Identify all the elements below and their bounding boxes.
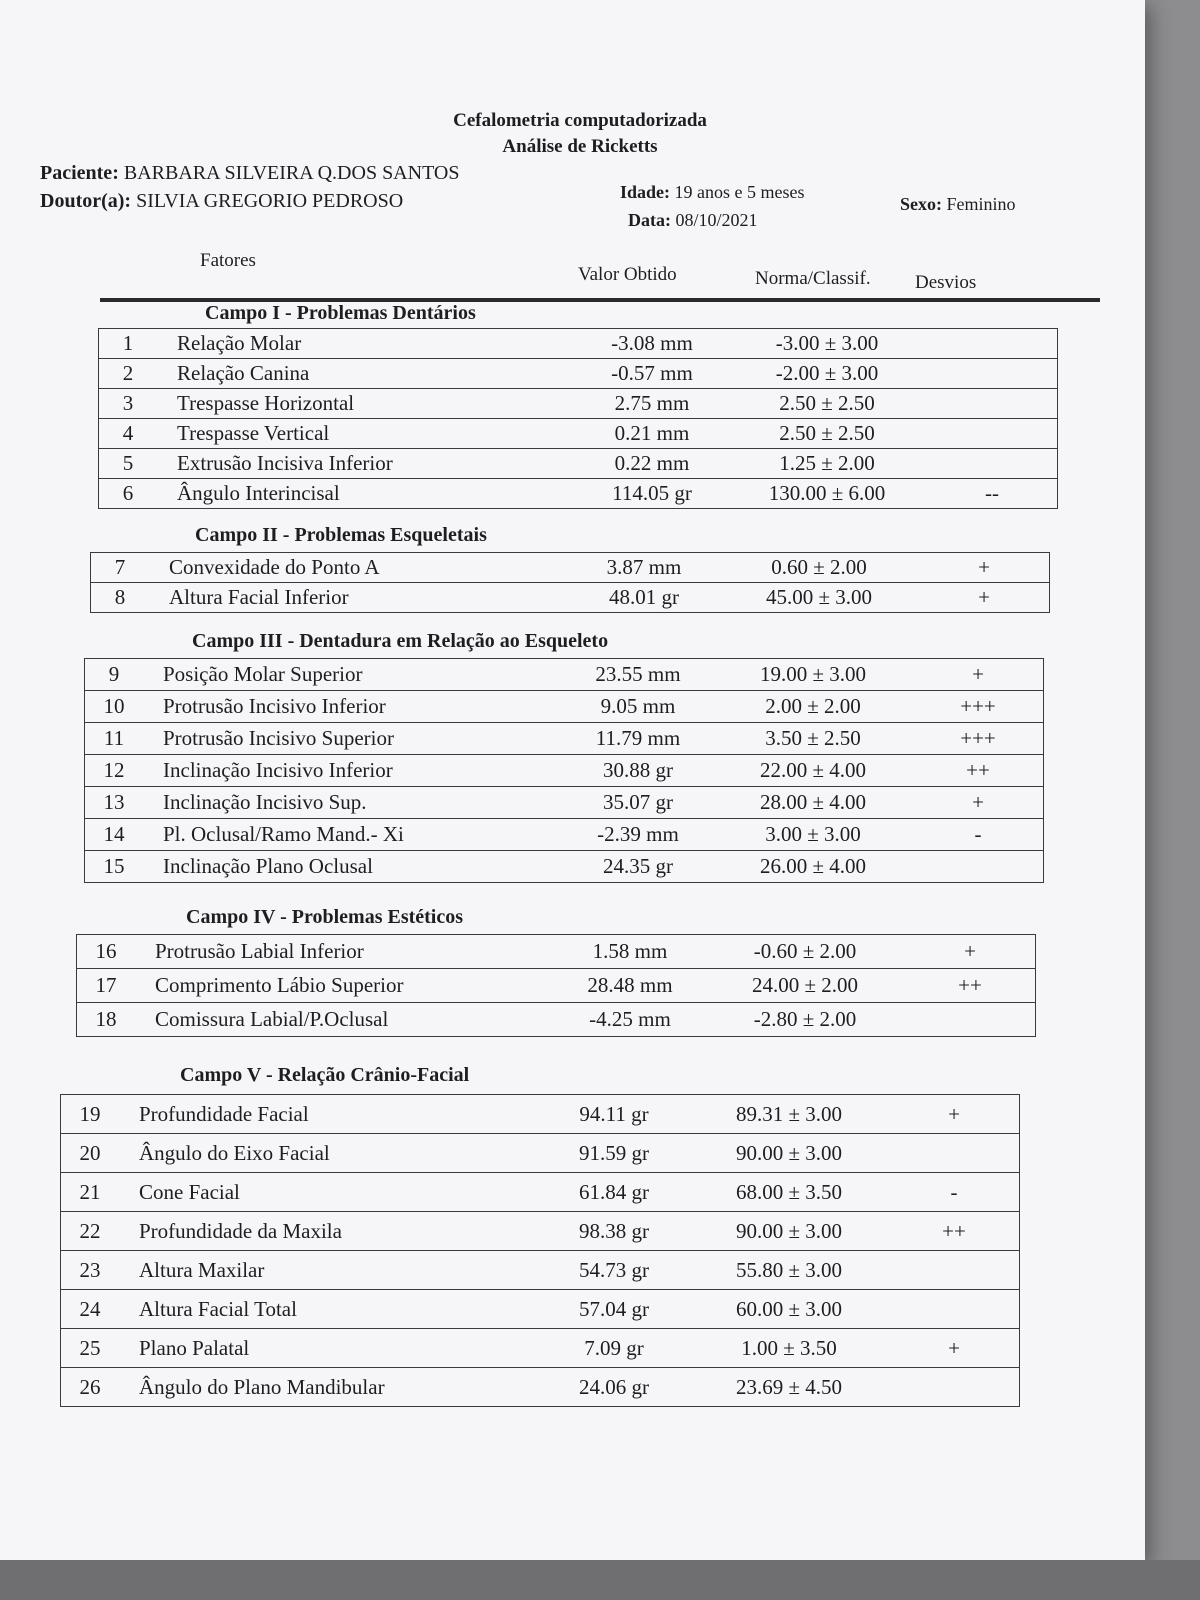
obtained-value: 24.06 gr (539, 1368, 689, 1407)
table-row (77, 969, 1036, 1003)
obtained-value: 114.05 gr (577, 479, 727, 509)
deviation: + (972, 662, 984, 686)
factor-name: Trespasse Vertical (157, 419, 577, 449)
deviation: + (948, 1101, 960, 1126)
table-row (99, 449, 1058, 479)
row-number: 26 (61, 1368, 120, 1407)
row-number: 14 (85, 819, 144, 851)
table-row (85, 691, 1044, 723)
norm-value: -2.00 ± 3.00 (727, 359, 927, 389)
doctor-name: SILVIA GREGORIO PEDROSO (136, 190, 404, 212)
deviation (889, 1251, 1020, 1290)
patient-name: BARBARA SILVEIRA Q.DOS SANTOS (123, 162, 460, 184)
factor-name: Relação Molar (177, 331, 302, 355)
table-row (61, 1134, 1020, 1173)
norm-value: 26.00 ± 4.00 (713, 851, 913, 883)
obtained-value: 61.84 gr (539, 1173, 689, 1212)
norm-value: -3.00 ± 3.00 (775, 331, 879, 355)
row-number: 11 (85, 723, 144, 755)
patient-label: Paciente: (40, 162, 119, 184)
factor-name: Inclinação Incisivo Sup. (143, 787, 563, 819)
deviation (927, 449, 1058, 479)
norm-value: 23.69 ± 4.50 (689, 1368, 889, 1407)
obtained-value: 54.73 gr (539, 1251, 689, 1290)
norm-value: 19.00 ± 3.00 (759, 662, 867, 686)
doctor-label: Doutor(a): (40, 190, 132, 212)
deviation (913, 851, 1044, 883)
col-fatores: Fatores (200, 250, 256, 271)
factor-name: Ângulo do Eixo Facial (119, 1134, 539, 1173)
sex-line (900, 194, 1016, 215)
factor-name: Profundidade da Maxila (119, 1212, 539, 1251)
obtained-value: 57.04 gr (539, 1290, 689, 1329)
deviation (905, 1003, 1036, 1037)
deviation: -- (927, 479, 1058, 509)
section-table (84, 658, 1044, 883)
norm-value: 89.31 ± 3.00 (735, 1101, 843, 1126)
norm-value: -0.60 ± 2.00 (753, 939, 857, 963)
obtained-value: 23.55 mm (595, 662, 681, 686)
factor-name: Ângulo Interincisal (157, 479, 577, 509)
row-number: 21 (61, 1173, 120, 1212)
section-title: Campo III - Dentadura em Relação ao Esqueleto (192, 630, 609, 652)
obtained-value: 0.21 mm (577, 419, 727, 449)
obtained-value: 24.35 gr (563, 851, 713, 883)
factor-name: Altura Maxilar (119, 1251, 539, 1290)
norm-value: 3.50 ± 2.50 (713, 723, 913, 755)
factor-name: Plano Palatal (119, 1329, 539, 1368)
obtained-value: 91.59 gr (539, 1134, 689, 1173)
norm-value: 90.00 ± 3.00 (689, 1212, 889, 1251)
obtained-value: 11.79 mm (563, 723, 713, 755)
factor-name: Protrusão Incisivo Inferior (143, 691, 563, 723)
row-number: 19 (79, 1101, 101, 1126)
row-number: 25 (61, 1329, 120, 1368)
age-line (620, 182, 805, 203)
deviation: ++ (905, 969, 1036, 1003)
row-number: 23 (61, 1251, 120, 1290)
factor-name: Comprimento Lábio Superior (135, 969, 555, 1003)
factor-name: Posição Molar Superior (163, 662, 363, 686)
table-row (77, 935, 1036, 969)
deviation (927, 329, 1058, 359)
section-title: Campo V - Relação Crânio-Facial (180, 1064, 470, 1086)
deviation (889, 1290, 1020, 1329)
deviation (927, 419, 1058, 449)
obtained-value: 48.01 gr (569, 583, 719, 613)
deviation: + (913, 787, 1044, 819)
table-row (85, 659, 1044, 691)
row-number: 7 (114, 555, 126, 579)
factor-name: Inclinação Incisivo Inferior (143, 755, 563, 787)
row-number: 20 (61, 1134, 120, 1173)
date-label: Data: (628, 210, 671, 230)
table-row (85, 851, 1044, 883)
obtained-value: 3.87 mm (606, 555, 682, 579)
row-number: 1 (122, 331, 134, 355)
factor-name: Pl. Oclusal/Ramo Mand.- Xi (143, 819, 563, 851)
sex-label: Sexo: (900, 194, 942, 214)
doctor-line (40, 190, 403, 213)
norm-value: 130.00 ± 6.00 (727, 479, 927, 509)
table-row (61, 1290, 1020, 1329)
factor-name: Relação Canina (157, 359, 577, 389)
section-title: Campo I - Problemas Dentários (205, 302, 476, 324)
table-row (61, 1368, 1020, 1407)
deviation (927, 389, 1058, 419)
table-row (99, 479, 1058, 509)
deviation: - (889, 1173, 1020, 1212)
table-row (99, 359, 1058, 389)
column-header (100, 250, 1100, 302)
norm-value: 22.00 ± 4.00 (713, 755, 913, 787)
age-label: Idade: (620, 182, 671, 202)
report-title: Cefalometria computadorizada (453, 110, 707, 131)
section-table (90, 552, 1050, 613)
section-table (98, 328, 1058, 509)
section-table (76, 934, 1036, 1037)
table-row (99, 419, 1058, 449)
factor-name: Protrusão Labial Inferior (155, 939, 364, 963)
table-row (91, 553, 1050, 583)
sex-value: Feminino (946, 194, 1016, 214)
table-row (61, 1173, 1020, 1212)
norm-value: 68.00 ± 3.50 (689, 1173, 889, 1212)
obtained-value: -3.08 mm (611, 331, 693, 355)
obtained-value: -0.57 mm (577, 359, 727, 389)
obtained-value: -4.25 mm (555, 1003, 705, 1037)
norm-value: 90.00 ± 3.00 (689, 1134, 889, 1173)
obtained-value: 2.75 mm (577, 389, 727, 419)
factor-name: Altura Facial Inferior (149, 583, 569, 613)
row-number: 3 (99, 389, 158, 419)
deviation: + (889, 1329, 1020, 1368)
col-desvios: Desvios (915, 272, 977, 293)
norm-value: 24.00 ± 2.00 (705, 969, 905, 1003)
factor-name: Cone Facial (119, 1173, 539, 1212)
table-row (61, 1329, 1020, 1368)
date-line (628, 210, 758, 231)
date-value: 08/10/2021 (675, 210, 758, 230)
row-number: 2 (99, 359, 158, 389)
table-row (61, 1095, 1020, 1134)
deviation (889, 1368, 1020, 1407)
norm-value: 45.00 ± 3.00 (719, 583, 919, 613)
report-subtitle: Análise de Ricketts (502, 136, 658, 157)
obtained-value: 7.09 gr (539, 1329, 689, 1368)
deviation (889, 1134, 1020, 1173)
row-number: 22 (61, 1212, 120, 1251)
norm-value: 2.50 ± 2.50 (727, 389, 927, 419)
factor-name: Trespasse Horizontal (157, 389, 577, 419)
obtained-value: 30.88 gr (563, 755, 713, 787)
factor-name: Profundidade Facial (139, 1101, 309, 1126)
table-row (85, 755, 1044, 787)
table-row (61, 1212, 1020, 1251)
table-row (85, 787, 1044, 819)
norm-value: 1.25 ± 2.00 (727, 449, 927, 479)
row-number: 4 (99, 419, 158, 449)
obtained-value: 1.58 mm (592, 939, 668, 963)
factor-name: Ângulo do Plano Mandibular (119, 1368, 539, 1407)
factor-name: Extrusão Incisiva Inferior (157, 449, 577, 479)
table-row (85, 723, 1044, 755)
norm-value: 55.80 ± 3.00 (689, 1251, 889, 1290)
norm-value: 1.00 ± 3.50 (689, 1329, 889, 1368)
obtained-value: 0.22 mm (577, 449, 727, 479)
col-valor: Valor Obtido (578, 264, 677, 285)
obtained-value: 28.48 mm (555, 969, 705, 1003)
row-number: 17 (77, 969, 136, 1003)
age-value: 19 anos e 5 meses (674, 182, 805, 202)
factor-name: Altura Facial Total (119, 1290, 539, 1329)
deviation: - (913, 819, 1044, 851)
row-number: 6 (99, 479, 158, 509)
factor-name: Convexidade do Ponto A (169, 555, 380, 579)
norm-value: 3.00 ± 3.00 (713, 819, 913, 851)
row-number: 5 (99, 449, 158, 479)
factor-name: Protrusão Incisivo Superior (143, 723, 563, 755)
deviation: + (919, 583, 1050, 613)
norm-value: 60.00 ± 3.00 (689, 1290, 889, 1329)
row-number: 8 (91, 583, 150, 613)
deviation: + (964, 939, 976, 963)
section-title: Campo IV - Problemas Estéticos (186, 906, 464, 928)
norm-value: 2.50 ± 2.50 (727, 419, 927, 449)
norm-value: 2.00 ± 2.00 (713, 691, 913, 723)
report-page (40, 70, 1120, 1500)
row-number: 15 (85, 851, 144, 883)
obtained-value: 98.38 gr (539, 1212, 689, 1251)
row-number: 9 (108, 662, 120, 686)
obtained-value: -2.39 mm (563, 819, 713, 851)
patient-line (40, 162, 460, 185)
row-number: 18 (77, 1003, 136, 1037)
col-norma: Norma/Classif. (755, 268, 871, 289)
table-row (99, 389, 1058, 419)
deviation: +++ (913, 691, 1044, 723)
row-number: 16 (95, 939, 117, 963)
obtained-value: 35.07 gr (563, 787, 713, 819)
row-number: 13 (85, 787, 144, 819)
row-number: 24 (61, 1290, 120, 1329)
section-table (60, 1094, 1020, 1407)
table-row (61, 1251, 1020, 1290)
table-row (99, 329, 1058, 359)
obtained-value: 9.05 mm (563, 691, 713, 723)
factor-name: Comissura Labial/P.Oclusal (135, 1003, 555, 1037)
deviation: ++ (889, 1212, 1020, 1251)
factor-name: Inclinação Plano Oclusal (143, 851, 563, 883)
desk-edge (0, 1560, 1200, 1600)
norm-value: 0.60 ± 2.00 (771, 555, 867, 579)
deviation: + (978, 555, 990, 579)
table-row (85, 819, 1044, 851)
deviation (927, 359, 1058, 389)
deviation: ++ (913, 755, 1044, 787)
obtained-value: 94.11 gr (579, 1101, 649, 1126)
section-title: Campo II - Problemas Esqueletais (195, 524, 487, 546)
deviation: +++ (913, 723, 1044, 755)
row-number: 12 (85, 755, 144, 787)
table-row (91, 583, 1050, 613)
norm-value: 28.00 ± 4.00 (713, 787, 913, 819)
norm-value: -2.80 ± 2.00 (705, 1003, 905, 1037)
table-row (77, 1003, 1036, 1037)
row-number: 10 (85, 691, 144, 723)
